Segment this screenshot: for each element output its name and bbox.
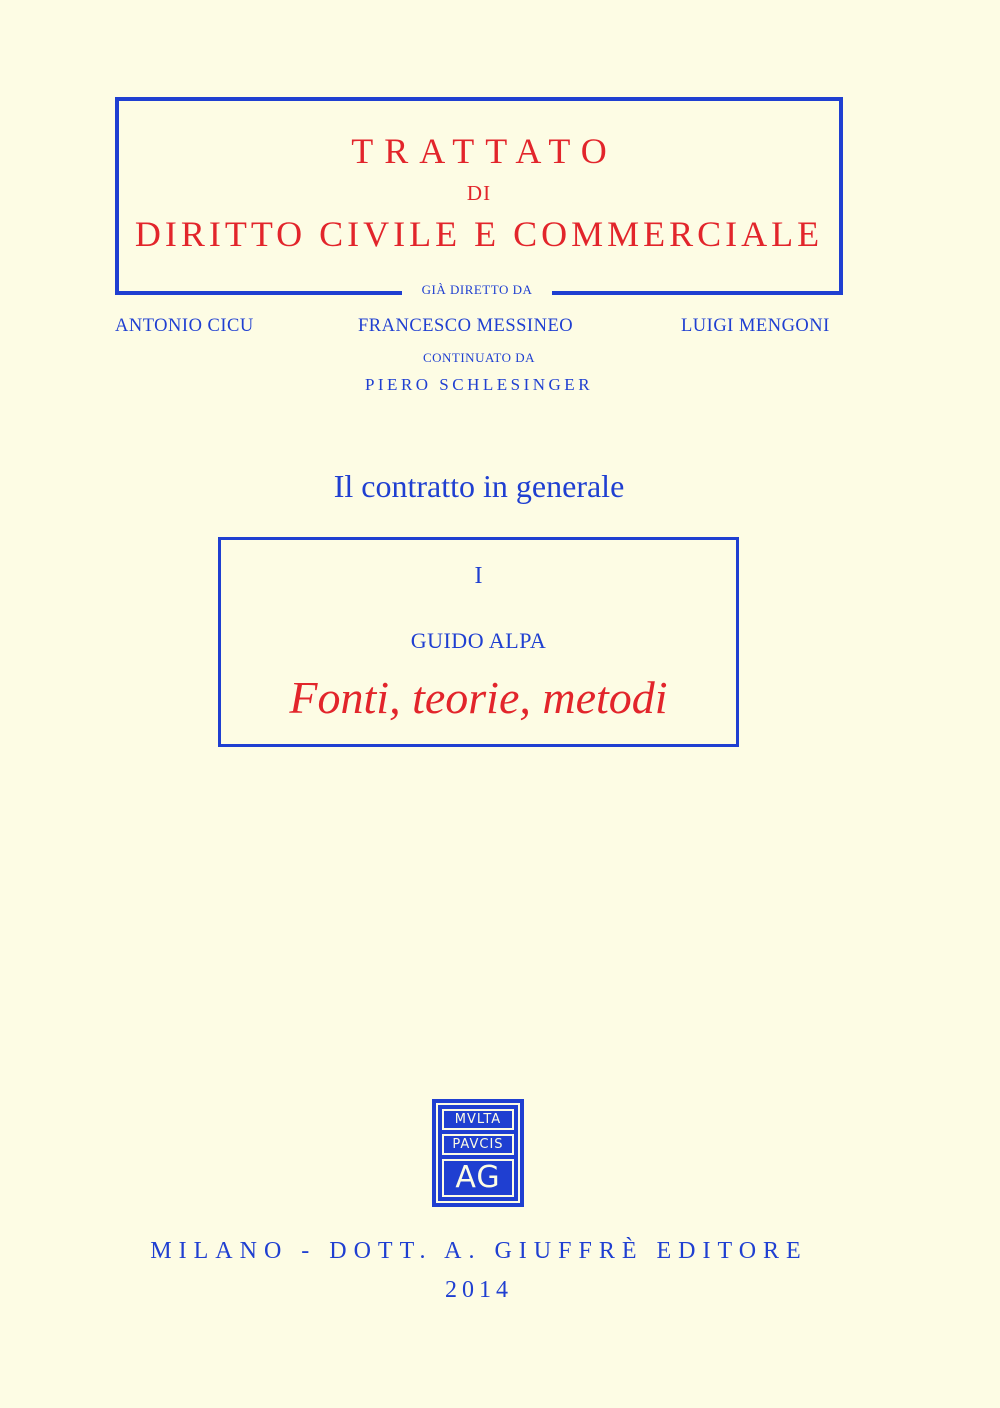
continued-by-label: CONTINUATO DA bbox=[422, 350, 536, 365]
former-directors-label: GIÀ DIRETTO DA bbox=[402, 281, 552, 299]
director-luigi-mengoni: LUIGI MENGONI bbox=[681, 316, 830, 336]
series-title-trattato: TRATTATO bbox=[351, 131, 618, 171]
series-title-di: DI bbox=[466, 181, 492, 205]
director-francesco-messineo: FRANCESCO MESSINEO bbox=[358, 316, 574, 336]
logo-text-pavcis: PAVCIS bbox=[442, 1134, 514, 1155]
logo-text-mvlta: MVLTA bbox=[442, 1109, 514, 1130]
volume-number: I bbox=[474, 563, 483, 589]
book-title: Fonti, teorie, metodi bbox=[289, 672, 668, 723]
volume-title: Il contratto in generale bbox=[333, 468, 625, 504]
author-name: GUIDO ALPA bbox=[410, 628, 547, 653]
publisher-logo bbox=[432, 1099, 524, 1207]
publication-year: 2014 bbox=[445, 1277, 513, 1303]
director-antonio-cicu: ANTONIO CICU bbox=[115, 316, 254, 336]
continued-by-name: PIERO SCHLESINGER bbox=[364, 375, 594, 394]
logo-text-ag: AG bbox=[442, 1159, 514, 1197]
series-title-main: DIRITTO CIVILE E COMMERCIALE bbox=[134, 214, 824, 254]
publisher-imprint: MILANO - DOTT. A. GIUFFRÈ EDITORE bbox=[150, 1238, 808, 1264]
